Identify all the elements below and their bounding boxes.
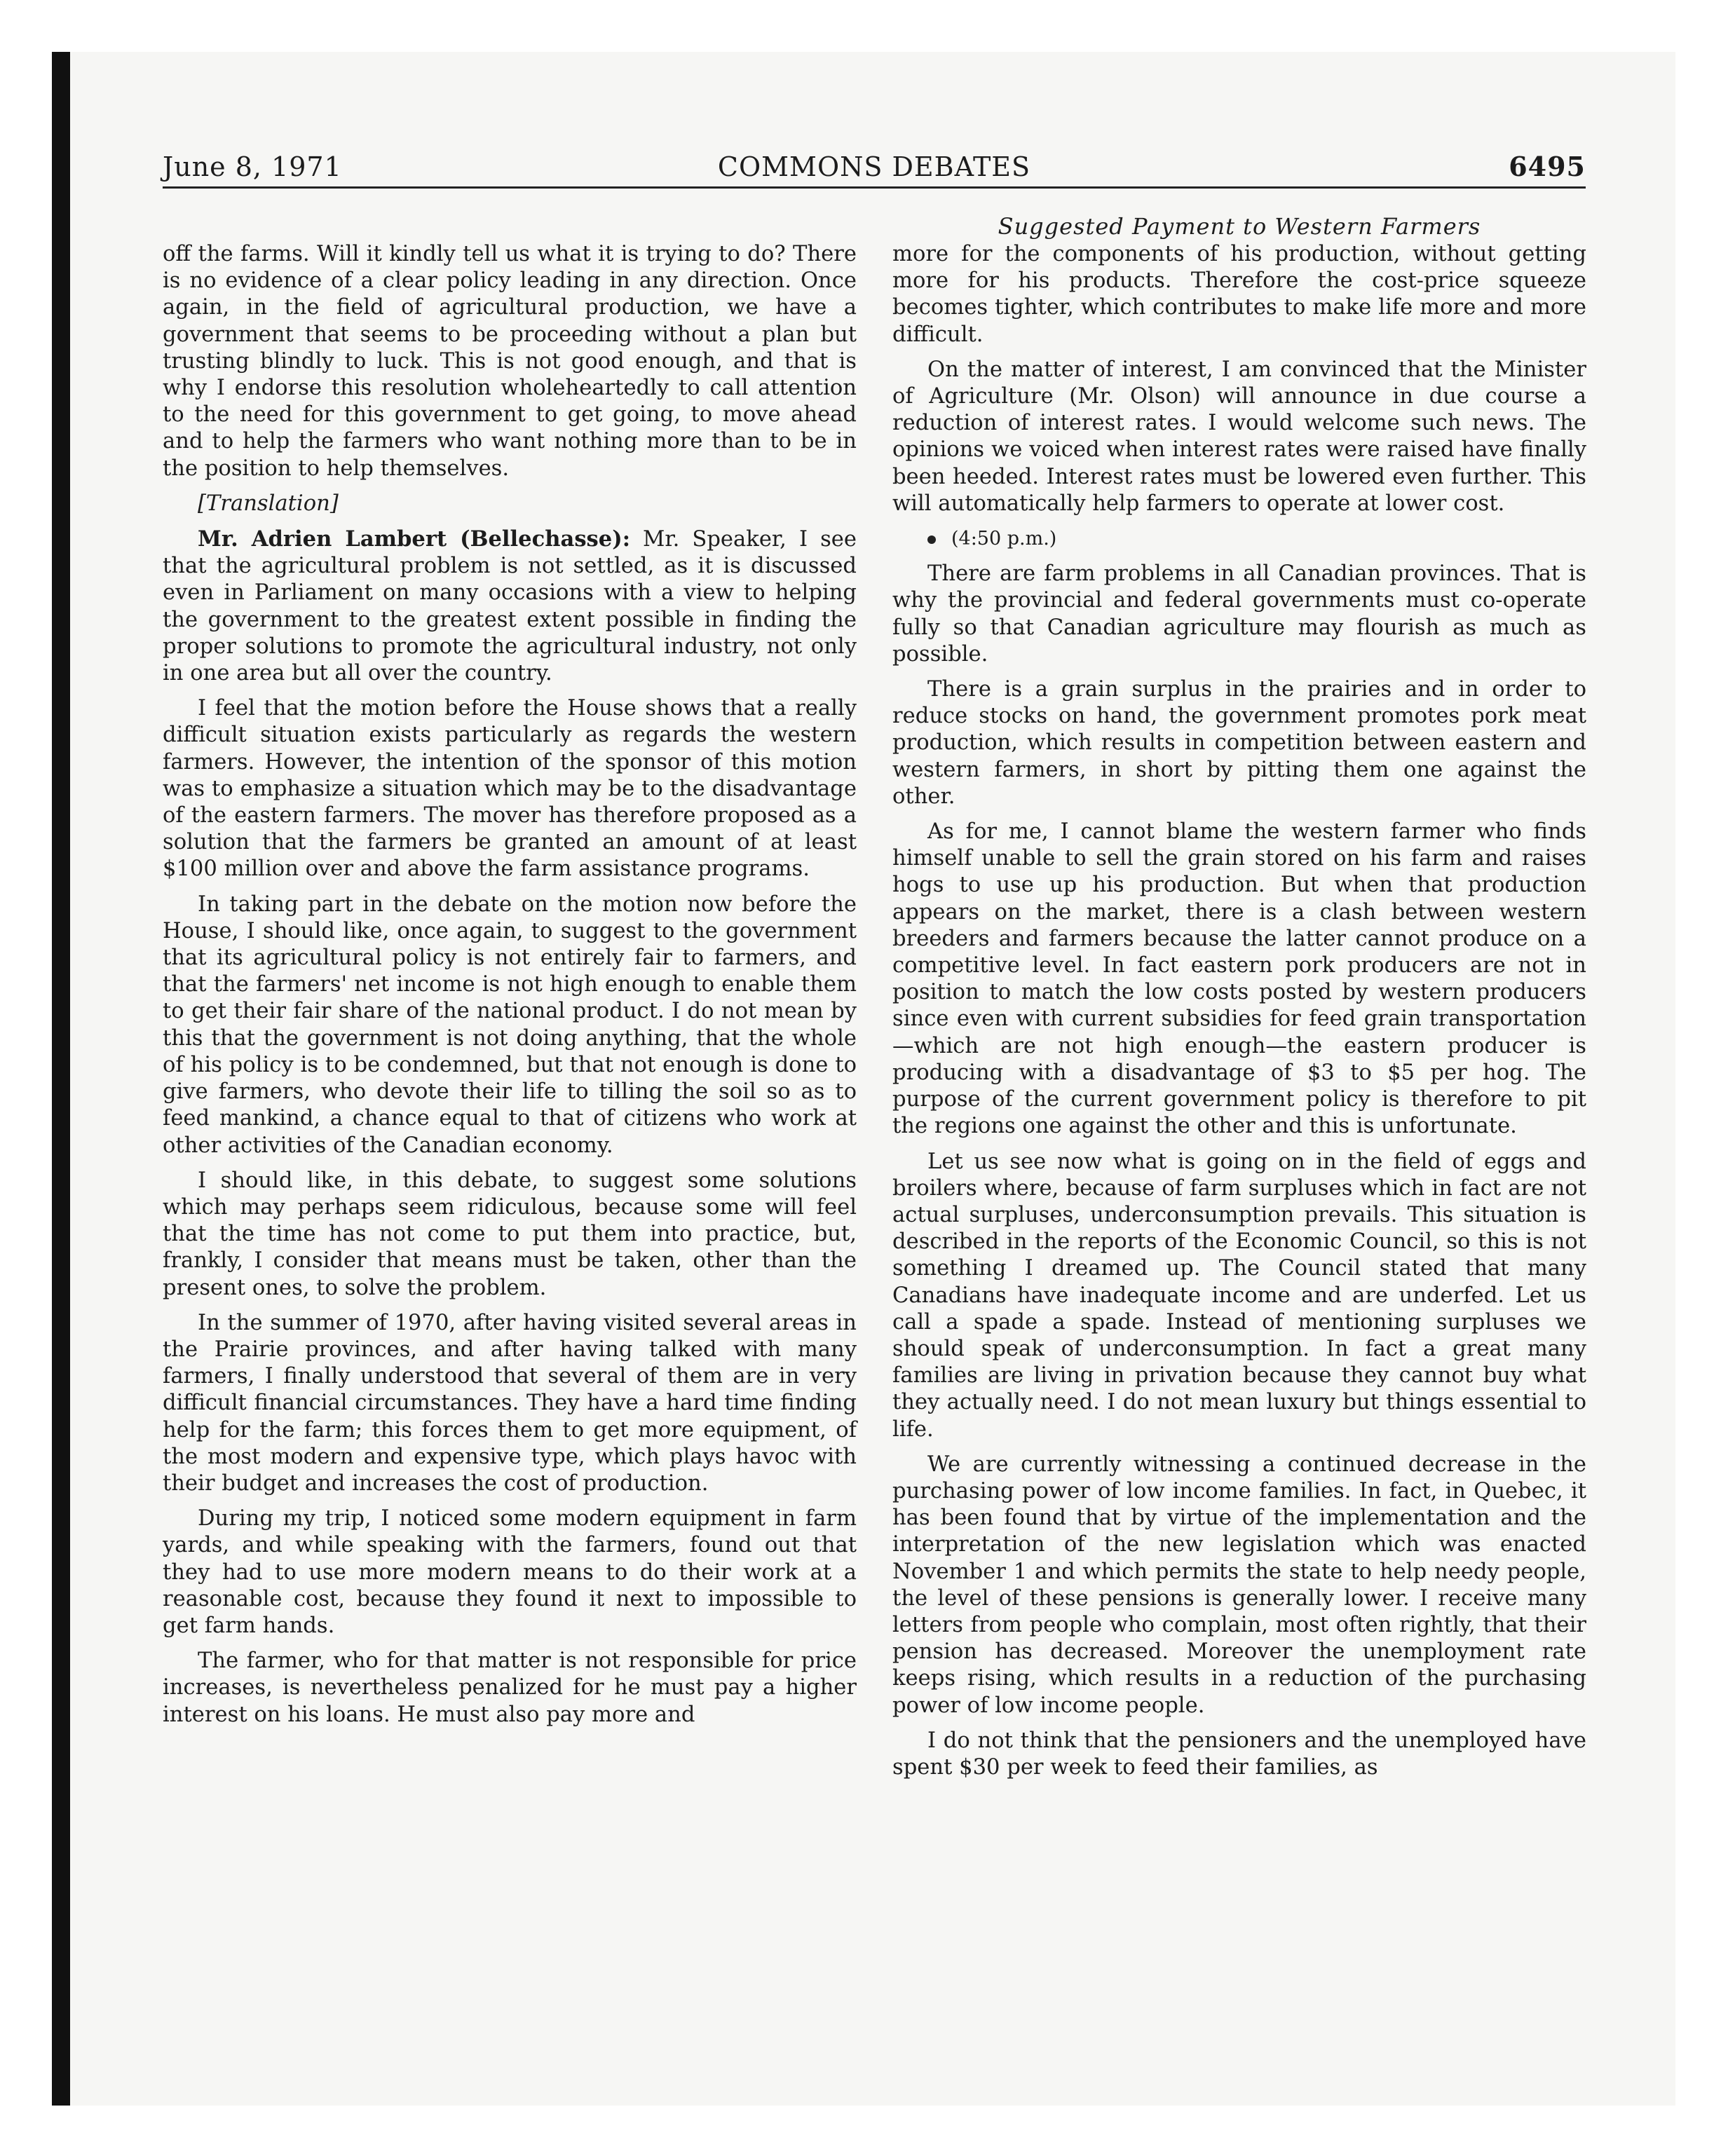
speaker-name: Mr. Adrien Lambert (Bellechasse): bbox=[198, 526, 630, 552]
left-column bbox=[163, 241, 857, 1728]
right-paragraph-2: On the matter of interest, I am convinced that the Minister of Agriculture (Mr. Olson) will announce in due course a reduction of interest rates. I would welcome such news. The opinions we voiced when interest rates were raised have finally been heeded. Interest rates must be lowered even further. This will automatically help farmers to operate at lower cost. bbox=[892, 357, 1586, 516]
translation-label: [Translation] bbox=[198, 491, 339, 516]
bullet-dot-icon bbox=[927, 535, 936, 544]
left-paragraph-2-text: Mr. Speaker, I see that the agricultural problem is not settled, as it is discussed even in Parliament on many occasions with a view to helping the government to the greatest extent possible in finding the proper solutions to promote the agricultural industry, not only in one area but all over the country. bbox=[163, 527, 857, 686]
running-head: Suggested Payment to Western Farmers bbox=[998, 213, 1481, 240]
right-paragraph-6: Let us see now what is going on in the field of eggs and broilers where, because of farm surpluses which in fact are not actual surpluses, underconsumption prevails. This situation is described in the reports of the Economic Council, so this is not something I dreamed up. The Council stated that many Canadians have inadequate income and are underfed. Let us call a spade a spade. Instead of mentioning surpluses we should speak of underconsumption. In fact a great many families are living in privation because they cannot buy what they actually need. I do not mean luxury but things essential to life. bbox=[892, 1149, 1586, 1442]
right-paragraph-3: There are farm problems in all Canadian provinces. That is why the provincial and federal governments must co-operate fully so that Canadian agriculture may flourish as much as possible. bbox=[892, 561, 1586, 667]
header-date: June 8, 1971 bbox=[163, 151, 342, 182]
right-paragraph-1: more for the components of his production, without getting more for his products. Therefore the cost-price squeeze becomes tighter, which contributes to make life more and more difficult. bbox=[892, 242, 1586, 347]
left-paragraph-5: I should like, in this debate, to suggest some solutions which may perhaps seem ridiculous, because some will feel that the time has not come to put them into practice, but, frankly, I consider that means must be taken, other than the present ones, to solve the problem. bbox=[163, 1168, 857, 1300]
header-title: COMMONS DEBATES bbox=[717, 151, 1031, 182]
header-page-number: 6495 bbox=[1509, 151, 1586, 182]
left-paragraph-4: In taking part in the debate on the motion now before the House, I should like, once again, to suggest to the government that its agricultural policy is not entirely fair to farmers, and that the farmers' net income is not high enough to enable them to get their fair share of the national product. I do not mean by this that the government is not doing anything, that the whole of his policy is to be condemned, but that not enough is done to give farmers, who devote their life to tilling the soil so as to feed mankind, a chance equal to that of citizens who work at other activities of the Canadian economy. bbox=[163, 892, 857, 1158]
left-paragraph-1: off the farms. Will it kindly tell us what it is trying to do? There is no evidence of a clear policy leading in any direction. Once again, in the field of agricultural production, we have a government that seems to be proceeding without a plan but trusting blindly to luck. This is not good enough, and that is why I endorse this resolution wholeheartedly to call attention to the need for this government to get going, to move ahead and to help the farmers who want nothing more than to be in the position to help themselves. bbox=[163, 242, 857, 481]
left-paragraph-2 bbox=[163, 526, 857, 687]
scan-edge-bar bbox=[52, 52, 70, 2106]
right-paragraph-8: I do not think that the pensioners and the unemployed have spent $30 per week to feed their families, as bbox=[892, 1728, 1586, 1780]
right-paragraph-7: We are currently witnessing a continued decrease in the purchasing power of low income families. In fact, in Quebec, it has been found that by virtue of the implementation and the interpretation of the new legislation which was enacted November 1 and which permits the state to help needy people, the level of these pensions is generally lower. I receive many letters from people who complain, most often rightly, that their pension has decreased. Moreover the unemployment rate keeps rising, which results in a reduction of the purchasing power of low income people. bbox=[892, 1452, 1586, 1718]
left-paragraph-8: The farmer, who for that matter is not responsible for price increases, is nevertheless penalized for he must pay a higher interest on his loans. He must also pay more and bbox=[163, 1649, 857, 1727]
left-paragraph-6: In the summer of 1970, after having visited several areas in the Prairie provinces, and after having talked with many farmers, I finally understood that several of them are in very difficult financial circumstances. They have a hard time finding help for the farm; this forces them to get more equipment, of the most modern and expensive type, which plays havoc with their budget and increases the cost of production. bbox=[163, 1310, 857, 1496]
left-paragraph-7: During my trip, I noticed some modern equipment in farm yards, and while speaking with the farmers, found out that they had to use more modern means to do their work at a reasonable cost, because they found it next to impossible to get farm hands. bbox=[163, 1506, 857, 1638]
time-marker-text: (4:50 p.m.) bbox=[951, 528, 1057, 550]
page-header bbox=[163, 147, 1586, 189]
time-marker bbox=[892, 526, 1586, 552]
right-paragraph-4: There is a grain surplus in the prairies and in order to reduce stocks on hand, the government promotes pork meat production, which results in competition between eastern and western farmers, in short by pitting them one against the other. bbox=[892, 677, 1586, 809]
right-paragraph-5: As for me, I cannot blame the western farmer who finds himself unable to sell the grain stored on his farm and raises hogs to use up his production. But when that production appears on the market, there is a clash between western breeders and farmers because the latter cannot produce on a competitive level. In fact eastern pork producers are not in position to match the low costs posted by western producers since even with current subsidies for feed grain transportation—which are not high enough—the eastern producer is producing with a disadvantage of $3 to $5 per hog. The purpose of the current government policy is therefore to pit the regions one against the other and this is unfortunate. bbox=[892, 819, 1586, 1139]
left-paragraph-3: I feel that the motion before the House shows that a really difficult situation exists particularly as regards the western farmers. However, the intention of the sponsor of this motion was to emphasize a situation which may be to the disadvantage of the eastern farmers. The mover has therefore proposed as a solution that the farmers be granted an amount of at least $100 million over and above the farm assistance programs. bbox=[163, 696, 857, 882]
right-column bbox=[892, 241, 1586, 1781]
